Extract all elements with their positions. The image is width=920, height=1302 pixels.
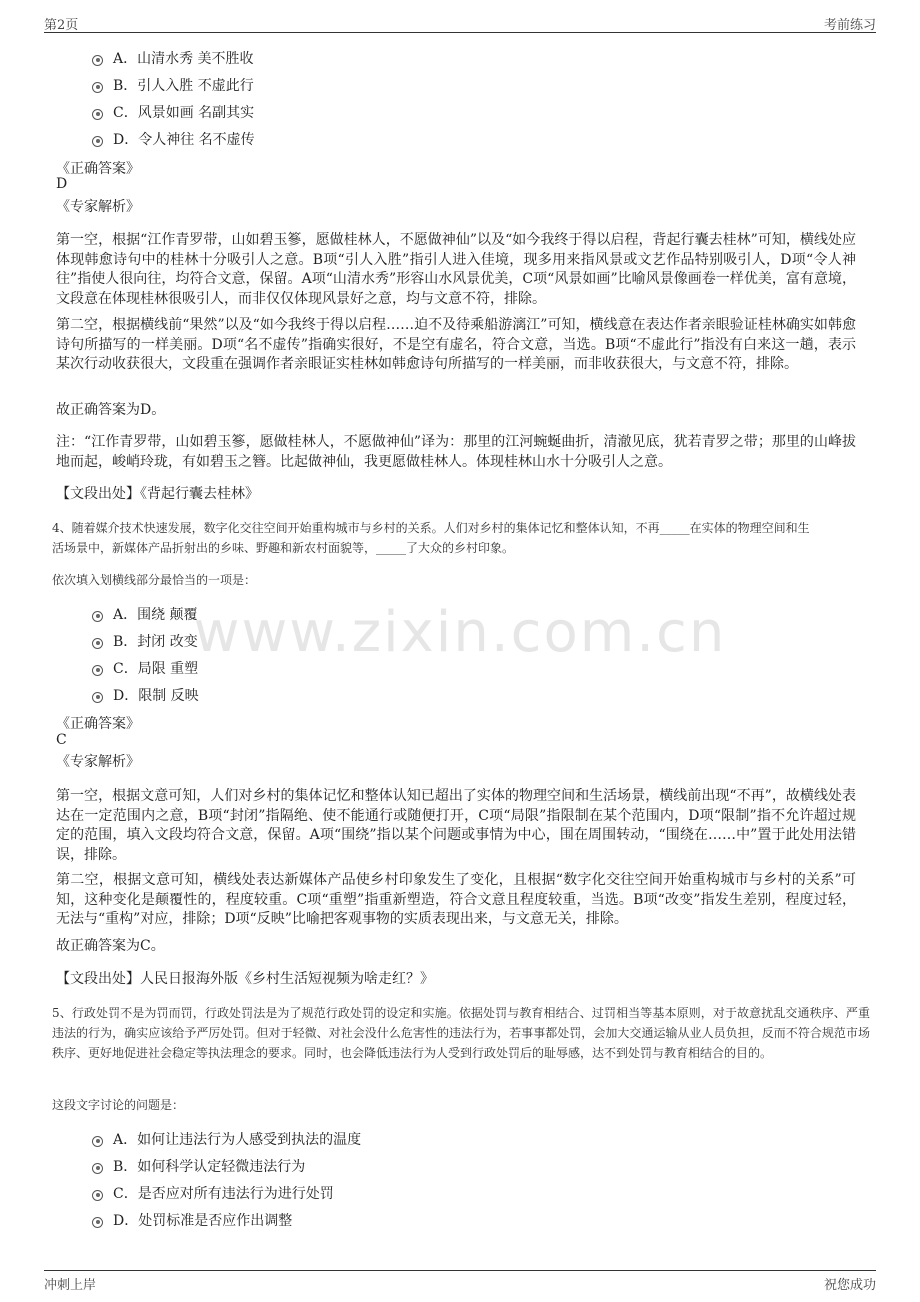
q3-answer-label: 《正确答案》 [56, 161, 140, 177]
radio-icon[interactable] [92, 1217, 103, 1228]
q5-option-a[interactable]: A．如何让违法行为人感受到执法的温度 [92, 1129, 361, 1149]
q3-source: 【文段出处】《背起行囊去桂林》 [56, 486, 259, 502]
radio-icon[interactable] [92, 1163, 103, 1174]
radio-icon[interactable] [92, 611, 103, 622]
q4-option-b[interactable]: B．封闭 改变 [92, 631, 198, 651]
q4-prompt: 依次填入划横线部分最恰当的一项是： [52, 573, 257, 587]
q4-stem-line1: 4、随着媒介技术快速发展，数字化交往空间开始重构城市与乡村的关系。人们对乡村的集体记忆和整体认知，不再_____在实体的物理空间和生 [52, 521, 810, 535]
q4-option-a[interactable]: A．围绕 颠覆 [92, 604, 198, 624]
q3-answer: D [56, 176, 68, 192]
q4-analysis-p1: 第一空，根据文意可知，人们对乡村的集体记忆和整体认知已超出了实体的物理空间和生活场景，横线前出现“不再”，故横线处表达在一定范围内之意，B项“封闭”指隔绝、使不能通行或随便打开，C项“局限”指限制在某个范围内，D项“限制”指不允许超过规定的范围，填入文段均符合文意，保留。A项“围绕”指以某个问题或事情为中心，围在周围转动，“围绕在……中”置于此处用法错误，排除。 [56, 788, 856, 863]
q4-option-c[interactable]: C．局限 重塑 [92, 658, 198, 678]
q5-stem: 5、行政处罚不是为罚而罚，行政处罚法是为了规范行政处罚的设定和实施。依据处罚与教育相结合、过罚相当等基本原则，对于故意扰乱交通秩序、严重违法的行为，确实应该给予严厉处罚。但对于轻微、对社会没什么危害性的违法行为，若事事都处罚，会加大交通运输从业人员负担，反而不符合规范市场秩序、更好地促进社会稳定等执法理念的要求。同时，也会降低违法行为人受到行政处罚后的耻辱感，达不到处罚与教育相结合的目的。 [52, 1006, 870, 1060]
q4-conclusion: 故正确答案为C。 [56, 938, 165, 954]
page-number: 第2页 [44, 18, 79, 33]
q4-analysis-p2: 第二空，根据文意可知，横线处表达新媒体产品使乡村印象发生了变化，且根据“数字化交往空间开始重构城市与乡村的关系”可知，这种变化是颠覆性的，程度较重。C项“重塑”指重新塑造，符合文意且程度较重，当选。B项“改变”指发生差别，程度过轻，无法与“重构”对应，排除；D项“反映”比喻把客观事物的实质表现出来，与文意无关，排除。 [56, 872, 856, 927]
q4-answer-label: 《正确答案》 [56, 716, 140, 732]
q3-analysis-p2: 第二空，根据横线前“果然”以及“如今我终于得以启程……迫不及待乘船游漓江”可知，横线意在表达作者亲眼验证桂林确实如韩愈诗句所描写的一样美丽。D项“名不虚传”指确实很好，不是空有虚名，符合文意，当选。B项“不虚此行”指没有白来这一趟，表示某次行动收获很大，文段重在强调作者亲眼证实桂林如韩愈诗句所描写的一样美丽，而非收获很大，与文意不符，排除。 [56, 317, 856, 372]
q3-option-b[interactable]: B．引人入胜 不虚此行 [92, 75, 254, 95]
watermark: www.zixin.com.cn [193, 600, 727, 665]
header-right-text: 考前练习 [823, 18, 876, 33]
q3-option-d[interactable]: D．令人神往 名不虚传 [92, 129, 255, 149]
q3-conclusion: 故正确答案为D。 [56, 402, 166, 418]
q5-option-b[interactable]: B．如何科学认定轻微违法行为 [92, 1156, 305, 1176]
radio-icon[interactable] [92, 638, 103, 649]
q4-analysis-label: 《专家解析》 [56, 754, 140, 770]
page-footer [44, 1274, 876, 1293]
footer-left-text: 冲刺上岸 [44, 1278, 97, 1293]
q4-option-d[interactable]: D．限制 反映 [92, 685, 199, 705]
footer-right-text: 祝您成功 [823, 1278, 876, 1293]
q5-option-c[interactable]: C．是否应对所有违法行为进行处罚 [92, 1183, 334, 1203]
radio-icon[interactable] [92, 665, 103, 676]
radio-icon[interactable] [92, 82, 103, 93]
radio-icon[interactable] [92, 109, 103, 120]
radio-icon[interactable] [92, 1190, 103, 1201]
q4-source: 【文段出处】人民日报海外版《乡村生活短视频为啥走红？》 [56, 971, 434, 987]
q3-analysis-p1: 第一空，根据“江作青罗带，山如碧玉篸，愿做桂林人，不愿做神仙”以及“如今我终于得以启程，背起行囊去桂林”可知，横线处应体现韩愈诗句中的桂林十分吸引人之意。B项“引人入胜”指引人进入佳境，现多用来指风景或文艺作品特别吸引人，D项“令人神往”指使人很向往，均符合文意，保留。A项“山清水秀”形容山水风景优美，C项“风景如画”比喻风景像画卷一样优美，富有意境，文段意在体现桂林很吸引人，而非仅仅体现风景好之意，均与文意不符，排除。 [56, 232, 856, 307]
q3-option-a[interactable]: A．山清水秀 美不胜收 [92, 48, 254, 68]
header-rule [44, 32, 876, 33]
q3-analysis-label: 《专家解析》 [56, 199, 140, 215]
footer-rule [44, 1270, 876, 1271]
q4-stem-line2: 活场景中，新媒体产品折射出的乡味、野趣和新农村面貌等，_____了大众的乡村印象。 [52, 541, 515, 555]
radio-icon[interactable] [92, 136, 103, 147]
q5-option-d[interactable]: D．处罚标准是否应作出调整 [92, 1210, 292, 1230]
q3-option-c[interactable]: C．风景如画 名副其实 [92, 102, 254, 122]
radio-icon[interactable] [92, 55, 103, 66]
q3-note: 注：“江作青罗带，山如碧玉篸，愿做桂林人，不愿做神仙”译为：那里的江河蜿蜒曲折，清澈见底，犹若青罗之带；那里的山峰拔地而起，峻峭玲珑，有如碧玉之簪。比起做神仙，我更愿做桂林人。体现桂林山水十分吸引人之意。 [56, 434, 856, 470]
radio-icon[interactable] [92, 1136, 103, 1147]
q5-prompt: 这段文字讨论的问题是： [52, 1098, 185, 1112]
q4-answer: C [56, 732, 67, 748]
page-header [44, 14, 876, 32]
radio-icon[interactable] [92, 692, 103, 703]
